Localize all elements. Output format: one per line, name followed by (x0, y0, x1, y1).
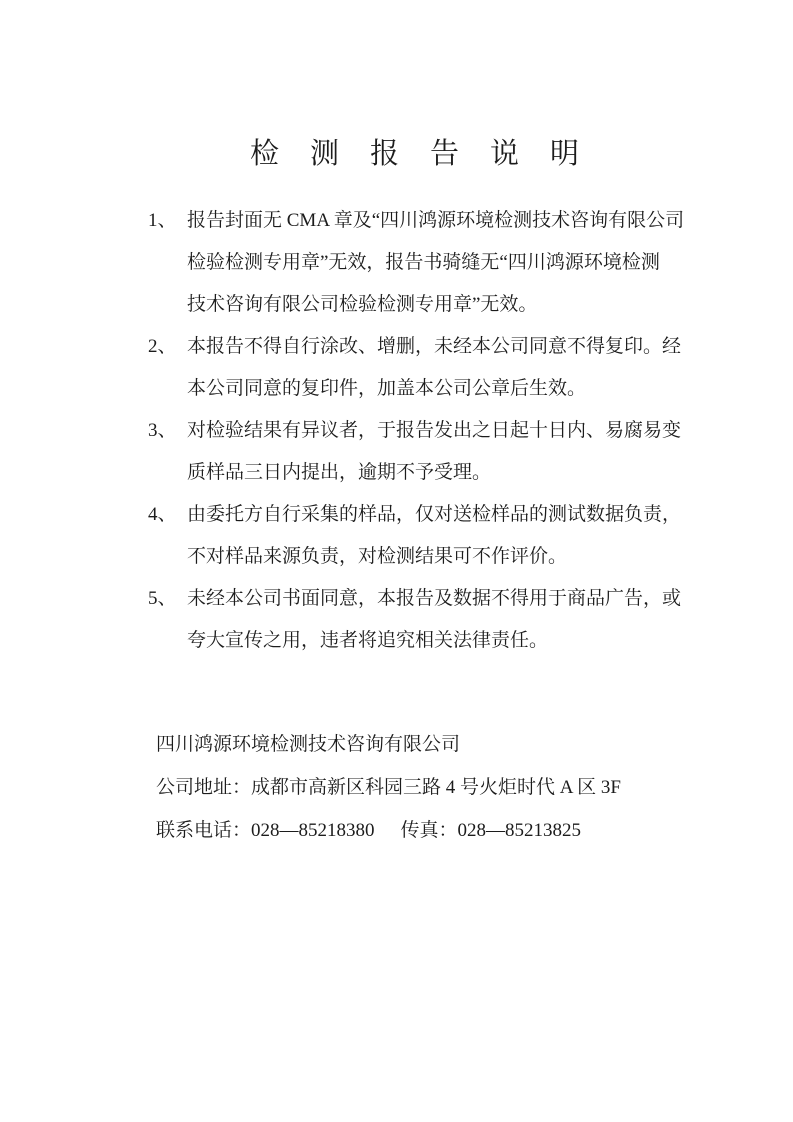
contact-line (156, 809, 621, 852)
item-line: 技术咨询有限公司检验检测专用章”无效。 (187, 294, 538, 315)
item-line: 不对样品来源负责，对检测结果可不作评价。 (187, 546, 568, 567)
item-text (187, 494, 681, 578)
item-line: 本公司同意的复印件，加盖本公司公章后生效。 (187, 378, 587, 399)
item-line: 质样品三日内提出，逾期不予受理。 (187, 462, 492, 483)
report-note-item-1 (148, 200, 684, 326)
item-text (187, 326, 681, 410)
item-number: 1、 (148, 210, 177, 231)
phone-number: 联系电话：028—85218380 (156, 820, 375, 841)
item-line: 未经本公司书面同意，本报告及数据不得用于商品广告，或 (187, 588, 682, 609)
item-text (187, 410, 681, 494)
company-name: 四川鸿源环境检测技术咨询有限公司 (156, 734, 461, 755)
report-title: 检 测 报 告 说 明 (249, 138, 580, 170)
item-line: 报告封面无 CMA 章及“四川鸿源环境检测技术咨询有限公司 (187, 210, 685, 231)
item-line: 由委托方自行采集的样品，仅对送检样品的测试数据负责， (187, 504, 682, 525)
item-number: 2、 (148, 336, 177, 357)
company-info-block (156, 723, 621, 852)
item-text (187, 200, 684, 326)
item-line: 对检验结果有异议者，于报告发出之日起十日内、易腐易变 (187, 420, 682, 441)
fax-number: 传真：028—85213825 (400, 820, 582, 841)
item-line: 本报告不得自行涂改、增删，未经本公司同意不得复印。经 (187, 336, 682, 357)
item-line: 检验检测专用章”无效，报告书骑缝无“四川鸿源环境检测 (187, 252, 660, 273)
report-notes-list (148, 200, 684, 662)
item-number: 4、 (148, 504, 177, 525)
item-text (187, 578, 681, 662)
item-number: 5、 (148, 588, 177, 609)
company-address: 公司地址：成都市高新区科园三路 4 号火炬时代 A 区 3F (156, 777, 621, 798)
report-note-item-5 (148, 578, 684, 662)
report-note-item-3 (148, 410, 684, 494)
report-note-item-2 (148, 326, 684, 410)
item-number: 3、 (148, 420, 177, 441)
report-note-item-4 (148, 494, 684, 578)
item-line: 夸大宣传之用，违者将追究相关法律责任。 (187, 630, 549, 651)
